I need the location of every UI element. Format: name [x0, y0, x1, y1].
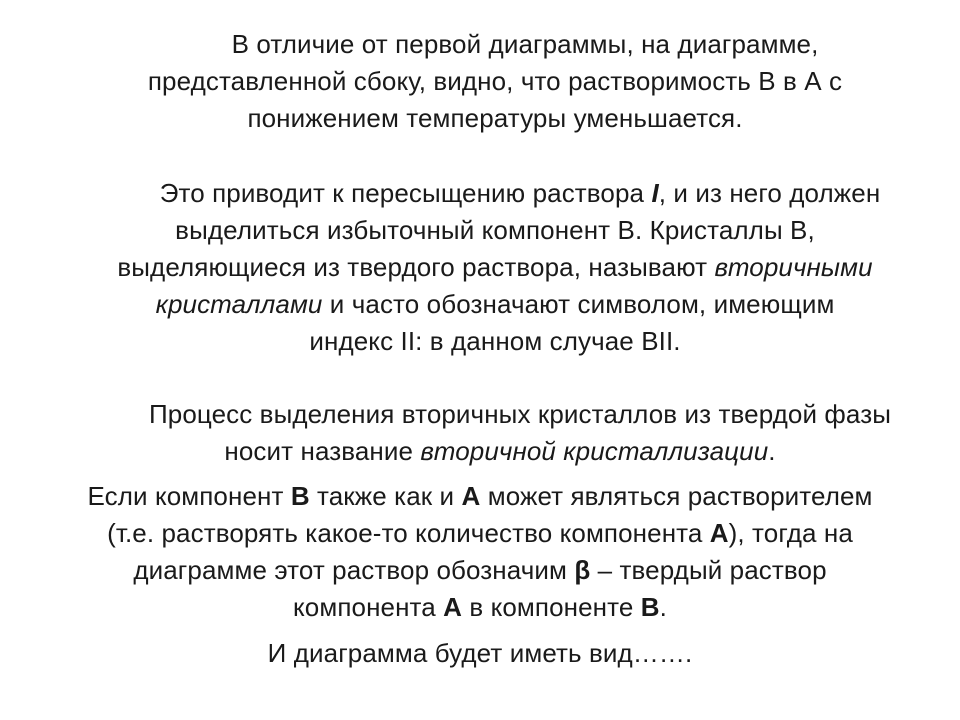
text-run: , и из него должен: [658, 178, 881, 208]
text-run: может являться растворителем: [480, 481, 873, 511]
text-run: диаграмме этот раствор обозначим: [133, 555, 575, 585]
text-line: Процесс выделения вторичных кристаллов из твердой фазы: [148, 399, 892, 429]
paragraph-secondary-crystallization: [80, 396, 920, 470]
text-line: выделиться избыточный компонент В. Кристаллы В,: [175, 215, 815, 245]
paragraph-closing: [180, 635, 780, 672]
text-line: В отличие от первой диаграммы, на диаграмме,: [231, 29, 819, 59]
text-run: .: [659, 592, 667, 622]
text-line: индекс II: в данном случае BII.: [309, 326, 681, 356]
term-crystals: кристаллами: [155, 289, 323, 319]
text-line: [60, 175, 930, 212]
text-line: [20, 515, 940, 552]
text-run: компонента: [293, 592, 444, 622]
text-run: и часто обозначают символом, имеющим: [322, 289, 835, 319]
text-run: ), тогда на: [728, 518, 853, 548]
text-run: носит название: [224, 436, 421, 466]
beta-symbol: β: [574, 555, 591, 585]
text-run: также как и: [309, 481, 462, 511]
text-line: [60, 249, 930, 286]
text-run: Если компонент: [87, 481, 291, 511]
text-run: Это приводит к пересыщению раствора: [159, 178, 652, 208]
term-secondary-crystallization: вторичной кристаллизации: [420, 436, 769, 466]
text-run: выделяющиеся из твердого раствора, называют: [117, 252, 715, 282]
text-run: (т.е. растворять какое-то количество компонента: [107, 518, 710, 548]
text-line: И диаграмма будет иметь вид…….: [267, 638, 693, 668]
paragraph-supersaturation: [60, 175, 930, 360]
solution-index-roman-one: I: [651, 178, 659, 208]
text-run: в компоненте: [462, 592, 641, 622]
component-a-label: А: [709, 518, 729, 548]
component-b-label: В: [640, 592, 660, 622]
text-line: понижением температуры уменьшается.: [247, 103, 743, 133]
component-a-label: А: [461, 481, 481, 511]
component-b-label: В: [290, 481, 310, 511]
text-line: [60, 286, 930, 323]
text-line: [20, 589, 940, 626]
term-secondary: вторичными: [714, 252, 873, 282]
text-run: – твердый раствор: [590, 555, 827, 585]
text-run: .: [768, 436, 776, 466]
text-line: [20, 478, 940, 515]
text-line: представленной сбоку, видно, что растворимость B в А с: [147, 66, 843, 96]
paragraph-beta-solution: [20, 478, 940, 626]
text-line: [80, 433, 920, 470]
component-a-label: А: [443, 592, 463, 622]
text-line: [20, 552, 940, 589]
paragraph-solubility: [100, 26, 890, 137]
